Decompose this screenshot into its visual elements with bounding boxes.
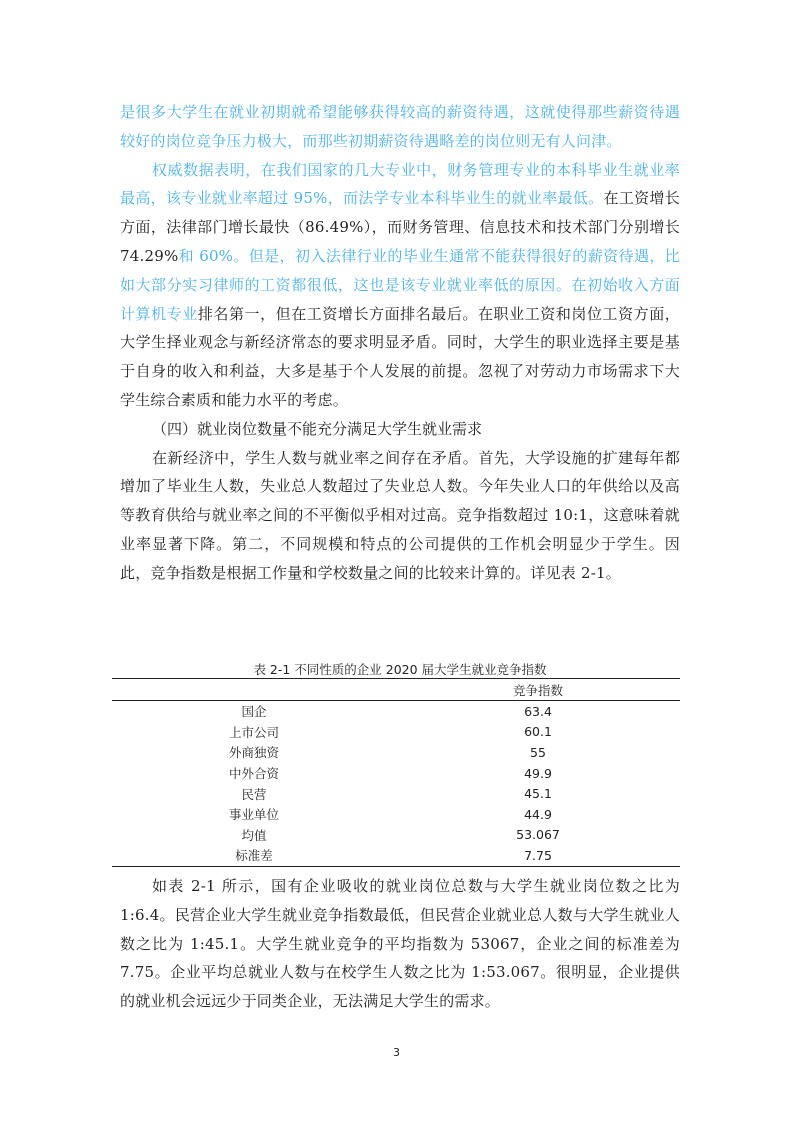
row-label: 民营 xyxy=(241,786,267,802)
highlight-text: 权威数据表明，在我们国家的几大专业中，财务管理专业的本科毕业生就业率最高，该专业就业率超过 95%，而法学专业本科毕业生的就业率最低。 xyxy=(120,160,680,208)
table-row xyxy=(112,825,680,846)
table-header-empty xyxy=(112,679,396,701)
body-text-bottom xyxy=(120,872,680,1016)
paragraph-continuation: 是很多大学生在就业初期就希望能够获得较高的薪资待遇，这就使得那些薪资待遇较好的岗位竞争压力极大，而那些初期薪资待遇略差的岗位则无有人问津。 xyxy=(120,103,680,150)
row-label: 标准差 xyxy=(235,848,273,864)
paragraph-data-stats xyxy=(120,156,680,415)
paragraph-competition: 在新经济中，学生人数与就业率之间存在矛盾。首先，大学设施的扩建每年都增加了毕业生人数，失业总人数超过了失业总人数。今年失业人口的年供给以及高等教育供给与就业率之间的不平衡似乎相对过高。竞争指数超过 10:1，这意味着就业率显著下降。第二，不同规模和特点的公司提供的工作机会明显少于学生。因此，竞争指数是根据工作量和学校数量之间的比较来计算的。详见表 2-1。 xyxy=(120,448,680,582)
row-label: 国企 xyxy=(241,704,267,720)
row-value: 45.1 xyxy=(524,786,552,802)
body-text-top xyxy=(120,98,680,588)
section-heading: （四）就业岗位数量不能充分满足大学生就业需求 xyxy=(152,419,483,438)
row-value: 60.1 xyxy=(524,724,552,740)
page-number: 3 xyxy=(393,1046,400,1059)
row-value: 55 xyxy=(530,744,546,760)
row-value: 63.4 xyxy=(524,703,552,719)
competition-index-table xyxy=(112,678,680,867)
table-row xyxy=(112,722,680,743)
table-row xyxy=(112,804,680,825)
row-label: 外商独资 xyxy=(228,745,279,761)
row-value: 53.067 xyxy=(516,827,560,843)
table-caption: 表 2-1 不同性质的企业 2020 届大学生就业竞争指数 xyxy=(253,662,547,677)
plain-text: 在工资增长方面，法律部门增长最快（86.49%），而财务管理、信息技术和技术部门分别增长 74.29% xyxy=(120,189,680,265)
table-row xyxy=(112,742,680,763)
table-row xyxy=(112,845,680,866)
row-value: 49.9 xyxy=(524,765,552,781)
plain-text: 排名第一，但在工资增长方面排名最后。在职业工资和岗位工资方面，大学生择业观念与新经济常态的要求明显矛盾。同时，大学生的职业选择主要是基于自身的收入和利益，大多是基于个人发展的前提。忽视了对劳动力市场需求下大学生综合素质和能力水平的考虑。 xyxy=(120,304,680,409)
table-header-index: 竞争指数 xyxy=(512,682,563,698)
row-value: 7.75 xyxy=(524,847,552,863)
row-value: 44.9 xyxy=(524,806,552,822)
row-label: 均值 xyxy=(241,827,267,843)
paragraph-table-analysis: 如表 2-1 所示，国有企业吸收的就业岗位总数与大学生就业岗位数之比为 1:6.4。民营企业大学生就业竞争指数最低，但民营企业就业总人数与大学生就业人数之比为 1:45.1。大学生就业竞争的平均指数为 53067，企业之间的标准差为 7.75。企业平均总就业人数与在校学生人数之比为 1:53.067。很明显，企业提供的就业机会远远少于同类企业，无法满足大学生的需求。 xyxy=(120,877,680,1011)
table-row xyxy=(112,783,680,804)
table-row xyxy=(112,701,680,722)
highlight-text: 和 60%。但是，初入法律行业的毕业生通常不能获得很好的薪资待遇，比如大部分实习律师的工资都很低，这也是该专业就业率低的原因。在初始收入方面计算机专业 xyxy=(120,246,680,323)
row-label: 事业单位 xyxy=(228,807,279,823)
table-row xyxy=(112,763,680,784)
row-label: 中外合资 xyxy=(228,766,279,782)
row-label: 上市公司 xyxy=(228,724,279,740)
